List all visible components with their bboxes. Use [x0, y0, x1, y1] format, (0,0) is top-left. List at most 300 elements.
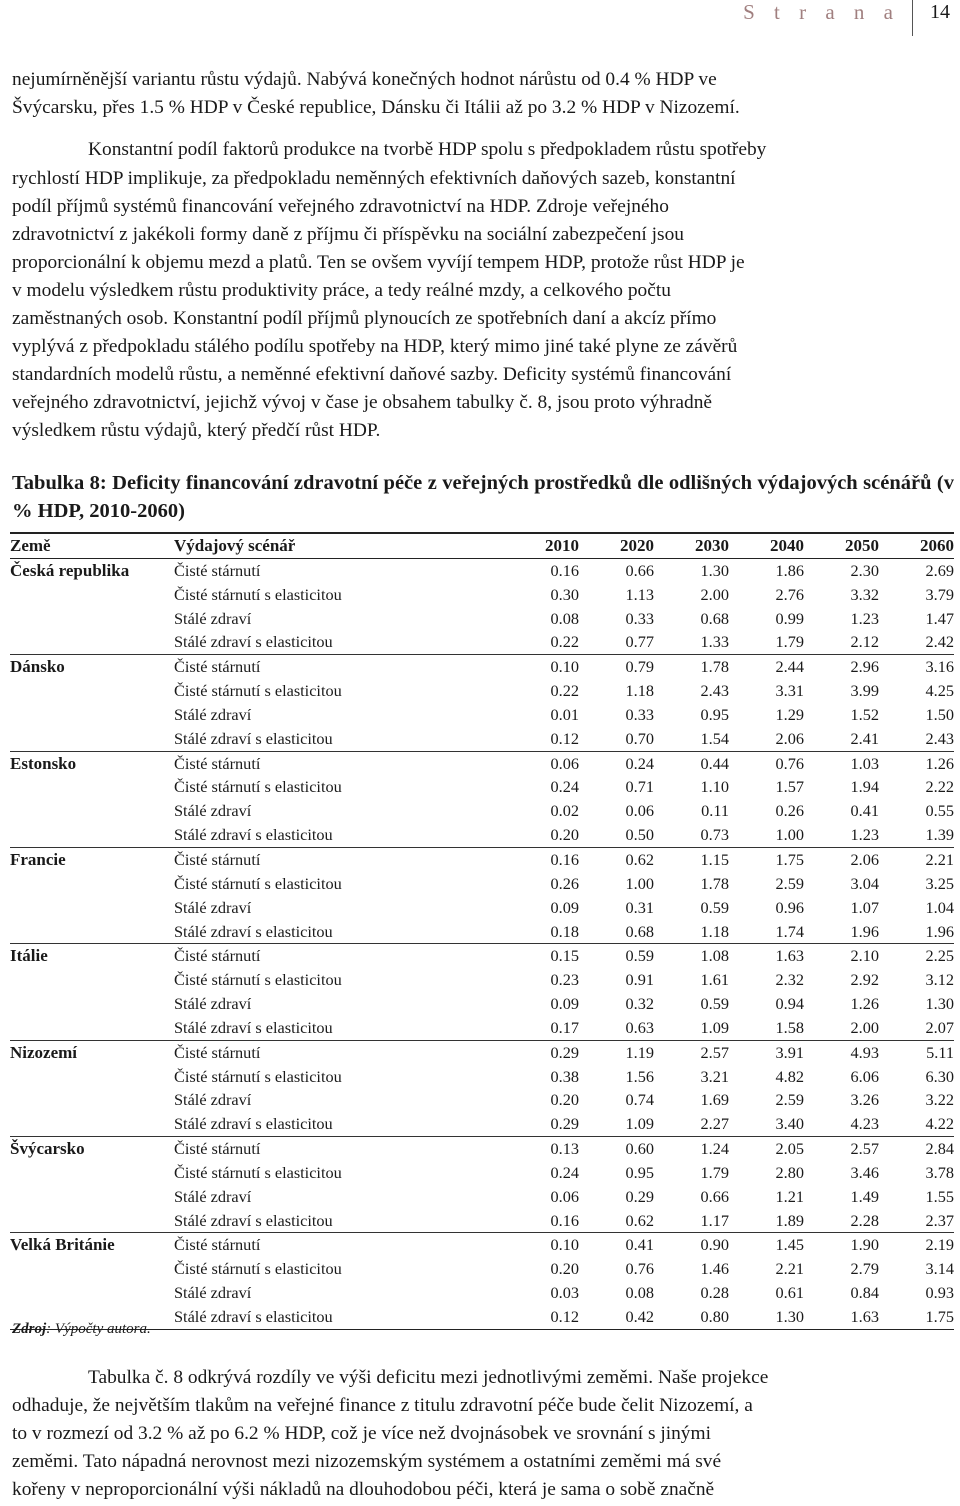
value-cell: 2.06: [804, 847, 879, 871]
column-header: 2010: [545, 536, 579, 555]
table-row: [10, 823, 954, 847]
value-cell: 0.55: [925, 801, 954, 821]
table-row: [10, 1209, 954, 1233]
value-cell: 0.77: [625, 632, 654, 652]
country-cell: [10, 992, 174, 1016]
value-cell: 1.45: [729, 1233, 804, 1257]
value-cell: 0.17: [550, 1017, 579, 1037]
value-cell: 3.12: [925, 970, 954, 990]
value-cell: 0.08: [550, 608, 579, 628]
value-cell: 0.16: [550, 1210, 579, 1230]
value-cell: 0.71: [625, 777, 654, 797]
table-row: [10, 1016, 954, 1040]
scenario-cell: Čisté stárnutí s elasticitou: [174, 584, 342, 604]
scenario-cell: Čisté stárnutí: [174, 944, 504, 968]
scenario-cell: Stálé zdraví s elasticitou: [174, 1305, 504, 1329]
value-cell: 1.08: [654, 944, 729, 968]
value-cell: 1.29: [775, 704, 804, 724]
value-cell: 1.94: [850, 777, 879, 797]
value-cell: 0.10: [504, 1233, 579, 1257]
value-cell: 6.06: [850, 1066, 879, 1086]
value-cell: 2.06: [775, 728, 804, 748]
value-cell: 1.13: [625, 584, 654, 604]
value-cell: 0.24: [550, 777, 579, 797]
table-row: [10, 847, 954, 871]
value-cell: 2.57: [804, 1137, 879, 1161]
scenario-cell: Čisté stárnutí: [174, 751, 504, 775]
value-cell: 0.68: [700, 608, 729, 628]
value-cell: 0.68: [625, 921, 654, 941]
value-cell: 0.99: [775, 608, 804, 628]
value-cell: 1.17: [700, 1210, 729, 1230]
value-cell: 0.30: [550, 584, 579, 604]
value-cell: 0.06: [625, 801, 654, 821]
value-cell: 0.29: [550, 1114, 579, 1134]
value-cell: 0.16: [504, 847, 579, 871]
text-line: Tabulka č. 8 odkrývá rozdíly ve výši deficitu mezi jednotlivými zeměmi. Naše projekce: [88, 1367, 769, 1388]
value-cell: 0.33: [625, 608, 654, 628]
country-cell: [10, 1161, 174, 1185]
value-cell: 4.93: [804, 1040, 879, 1064]
value-cell: 1.52: [850, 704, 879, 724]
country-cell: [10, 703, 174, 727]
column-header: Země: [10, 536, 51, 555]
value-cell: 0.60: [579, 1137, 654, 1161]
country-cell: Švýcarsko: [10, 1137, 174, 1161]
value-cell: 0.09: [550, 994, 579, 1014]
value-cell: 1.90: [804, 1233, 879, 1257]
country-cell: [10, 1185, 174, 1209]
scenario-cell: Čisté stárnutí s elasticitou: [174, 970, 342, 990]
country-cell: [10, 1088, 174, 1112]
value-cell: 0.24: [579, 751, 654, 775]
column-header: 2040: [770, 536, 804, 555]
text-line: Švýcarsku, přes 1.5 % HDP v České republice, Dánsku či Itálii až po 3.2 % HDP v Nizozemí.: [12, 97, 740, 118]
value-cell: 1.96: [925, 921, 954, 941]
value-cell: 0.59: [700, 897, 729, 917]
value-cell: 1.23: [850, 608, 879, 628]
table-source: [12, 1321, 151, 1338]
value-cell: 1.47: [925, 608, 954, 628]
value-cell: 2.10: [804, 944, 879, 968]
scenario-cell: Stálé zdraví: [174, 801, 252, 821]
value-cell: 2.30: [850, 560, 879, 580]
column-header: Výdajový scénář: [174, 536, 296, 555]
value-cell: 3.26: [850, 1090, 879, 1110]
value-cell: 1.21: [775, 1186, 804, 1206]
table-row: [10, 1137, 954, 1161]
value-cell: 1.30: [729, 1305, 804, 1329]
table-row: [10, 1161, 954, 1185]
table-row: [10, 944, 954, 968]
value-cell: 0.95: [700, 704, 729, 724]
table-row: [10, 727, 954, 751]
table-row: [10, 558, 954, 582]
value-cell: 3.79: [925, 584, 954, 604]
value-cell: 4.82: [775, 1066, 804, 1086]
value-cell: 0.42: [579, 1305, 654, 1329]
scenario-cell: Čisté stárnutí s elasticitou: [174, 1066, 342, 1086]
table-body: [10, 558, 954, 1329]
table-row: [10, 1281, 954, 1305]
scenario-cell: Stálé zdraví: [174, 1283, 252, 1303]
value-cell: 0.59: [579, 944, 654, 968]
scenario-cell: Čisté stárnutí s elasticitou: [174, 681, 342, 701]
value-cell: 0.76: [729, 751, 804, 775]
value-cell: 0.91: [625, 970, 654, 990]
value-cell: 0.11: [701, 801, 729, 821]
value-cell: 0.32: [625, 994, 654, 1014]
source-label: Zdroj: [12, 1321, 47, 1337]
country-cell: [10, 727, 174, 751]
country-cell: [10, 823, 174, 847]
value-cell: 1.33: [700, 632, 729, 652]
value-cell: 1.39: [925, 825, 954, 845]
value-cell: 0.18: [550, 921, 579, 941]
value-cell: 0.93: [925, 1283, 954, 1303]
value-cell: 1.00: [775, 825, 804, 845]
value-cell: 1.58: [775, 1017, 804, 1037]
scenario-cell: Stálé zdraví: [174, 994, 252, 1014]
value-cell: 1.09: [625, 1114, 654, 1134]
value-cell: 4.22: [925, 1114, 954, 1134]
value-cell: 0.96: [775, 897, 804, 917]
value-cell: 1.75: [729, 847, 804, 871]
value-cell: 0.73: [700, 825, 729, 845]
value-cell: 2.43: [925, 728, 954, 748]
country-cell: [10, 583, 174, 607]
scenario-cell: Stálé zdraví s elasticitou: [174, 728, 333, 748]
scenario-cell: Stálé zdraví s elasticitou: [174, 1114, 333, 1134]
value-cell: 1.96: [850, 921, 879, 941]
value-cell: 1.19: [579, 1040, 654, 1064]
country-cell: Estonsko: [10, 751, 174, 775]
value-cell: 1.79: [775, 632, 804, 652]
running-title: S t r a n a: [743, 0, 900, 24]
text-line: v modelu výsledkem růstu produktivity práce, a tedy reálné mzdy, a celkového počtu: [12, 280, 671, 301]
value-cell: 0.80: [654, 1305, 729, 1329]
value-cell: 5.11: [879, 1040, 954, 1064]
column-header: 2020: [620, 536, 654, 555]
column-header: 2030: [695, 536, 729, 555]
value-cell: 1.78: [700, 873, 729, 893]
value-cell: 1.23: [850, 825, 879, 845]
text-line: veřejného zdravotnictví, jejichž vývoj v čase je obsahem tabulky č. 8, jsou proto výhradně: [12, 392, 713, 413]
value-cell: 1.61: [700, 970, 729, 990]
table-row: [10, 775, 954, 799]
value-cell: 2.07: [925, 1017, 954, 1037]
table-row: [10, 630, 954, 654]
value-cell: 2.00: [700, 584, 729, 604]
value-cell: 0.66: [700, 1186, 729, 1206]
scenario-cell: Stálé zdraví s elasticitou: [174, 632, 333, 652]
value-cell: 0.70: [625, 728, 654, 748]
value-cell: 0.61: [775, 1283, 804, 1303]
text-line: nejumírněnější variantu růstu výdajů. Nabývá konečných hodnot nárůstu od 0.4 % HDP ve: [12, 69, 717, 90]
table-row: [10, 655, 954, 679]
value-cell: 1.18: [700, 921, 729, 941]
value-cell: 2.41: [850, 728, 879, 748]
value-cell: 0.26: [775, 801, 804, 821]
text-line: standardních modelů růstu, a neměnné efektivní daňové sazby. Deficity systémů financování: [12, 364, 732, 385]
table-row: [10, 872, 954, 896]
value-cell: 0.20: [550, 1090, 579, 1110]
value-cell: 0.38: [550, 1066, 579, 1086]
value-cell: 1.00: [625, 873, 654, 893]
value-cell: 2.21: [879, 847, 954, 871]
table-row: [10, 1088, 954, 1112]
value-cell: 1.26: [879, 751, 954, 775]
table-row: [10, 992, 954, 1016]
value-cell: 0.20: [550, 825, 579, 845]
value-cell: 0.06: [504, 751, 579, 775]
value-cell: 0.24: [550, 1162, 579, 1182]
value-cell: 2.84: [879, 1137, 954, 1161]
table-row: [10, 583, 954, 607]
value-cell: 0.08: [625, 1283, 654, 1303]
value-cell: 2.37: [925, 1210, 954, 1230]
value-cell: 3.21: [700, 1066, 729, 1086]
value-cell: 1.30: [925, 994, 954, 1014]
value-cell: 1.63: [729, 944, 804, 968]
value-cell: 0.41: [579, 1233, 654, 1257]
value-cell: 1.15: [654, 847, 729, 871]
text-line: kořeny v neproporcionální výši nákladů na dlouhodobou péči, která je sama o sobě značně: [12, 1479, 715, 1500]
value-cell: 3.25: [925, 873, 954, 893]
value-cell: 2.44: [729, 655, 804, 679]
page-number: 14: [930, 1, 950, 23]
scenario-cell: Stálé zdraví: [174, 1186, 252, 1206]
country-cell: [10, 1112, 174, 1136]
value-cell: 1.09: [700, 1017, 729, 1037]
scenario-cell: Stálé zdraví: [174, 608, 252, 628]
country-cell: [10, 799, 174, 823]
country-cell: Dánsko: [10, 655, 174, 679]
value-cell: 2.05: [729, 1137, 804, 1161]
country-cell: Velká Británie: [10, 1233, 174, 1257]
value-cell: 0.26: [550, 873, 579, 893]
value-cell: 0.01: [550, 704, 579, 724]
value-cell: 0.90: [654, 1233, 729, 1257]
text-line: výsledkem růstu výdajů, který předčí růst HDP.: [12, 420, 381, 441]
text-line: zeměmi. Tato nápadná nerovnost mezi nizozemským systémem a ostatními zeměmi má své: [12, 1451, 722, 1472]
country-cell: [10, 920, 174, 944]
value-cell: 1.56: [625, 1066, 654, 1086]
value-cell: 1.55: [925, 1186, 954, 1206]
value-cell: 3.31: [775, 681, 804, 701]
value-cell: 0.16: [550, 560, 579, 580]
value-cell: 1.50: [925, 704, 954, 724]
value-cell: 0.10: [504, 655, 579, 679]
value-cell: 1.18: [625, 681, 654, 701]
country-cell: [10, 679, 174, 703]
text-line: to v rozmezí od 3.2 % až po 6.2 % HDP, což je více než dvojnásobek ve srovnání s jinými: [12, 1423, 711, 1444]
value-cell: 2.19: [879, 1233, 954, 1257]
value-cell: 2.28: [850, 1210, 879, 1230]
value-cell: 3.40: [775, 1114, 804, 1134]
value-cell: 2.79: [850, 1259, 879, 1279]
value-cell: 2.27: [700, 1114, 729, 1134]
value-cell: 1.04: [925, 897, 954, 917]
country-cell: Francie: [10, 847, 174, 871]
table-row: [10, 607, 954, 631]
value-cell: 0.74: [625, 1090, 654, 1110]
text-line: proporcionální k objemu mezd a platů. Ten se ovšem vyvíjí tempem HDP, protože růst HDP je: [12, 252, 745, 273]
value-cell: 3.99: [850, 681, 879, 701]
value-cell: 0.44: [654, 751, 729, 775]
table-row: [10, 1065, 954, 1089]
value-cell: 1.75: [879, 1305, 954, 1329]
scenario-cell: Stálé zdraví s elasticitou: [174, 1210, 333, 1230]
value-cell: 0.84: [850, 1283, 879, 1303]
value-cell: 2.96: [804, 655, 879, 679]
scenario-cell: Stálé zdraví: [174, 704, 252, 724]
value-cell: 4.23: [850, 1114, 879, 1134]
value-cell: 3.32: [850, 584, 879, 604]
country-cell: [10, 1281, 174, 1305]
country-cell: [10, 1257, 174, 1281]
value-cell: 0.29: [504, 1040, 579, 1064]
scenario-cell: Čisté stárnutí s elasticitou: [174, 777, 342, 797]
scenario-cell: Čisté stárnutí s elasticitou: [174, 1259, 342, 1279]
table-row: [10, 1257, 954, 1281]
text-line: vyplývá z předpokladu stálého podílu spotřeby na HDP, který mimo jiné také plyne ze závěrů: [12, 336, 738, 357]
value-cell: 2.43: [700, 681, 729, 701]
value-cell: 2.22: [925, 777, 954, 797]
value-cell: 0.20: [550, 1259, 579, 1279]
header-divider: [912, 0, 913, 36]
scenario-cell: Stálé zdraví s elasticitou: [174, 1017, 333, 1037]
scenario-cell: Čisté stárnutí: [174, 655, 504, 679]
text-line: Konstantní podíl faktorů produkce na tvorbě HDP spolu s předpokladem růstu spotřeby: [88, 139, 767, 160]
table-caption: Tabulka 8: Deficity financování zdravotní péče z veřejných prostředků dle odlišných výdajových scénářů (v % HDP, 2010-2060): [12, 472, 954, 522]
value-cell: 0.06: [550, 1186, 579, 1206]
scenario-cell: Čisté stárnutí s elasticitou: [174, 873, 342, 893]
text-line: zaměstnaných osob. Konstantní podíl příjmů plynoucích ze spotřebních daní a akcíz přímo: [12, 308, 717, 329]
value-cell: 0.13: [504, 1137, 579, 1161]
text-line: podíl příjmů systémů financování veřejného zdravotnictví na HDP. Zdroje veřejného: [12, 196, 669, 217]
page-header: [0, 0, 960, 40]
value-cell: 1.30: [700, 560, 729, 580]
scenario-cell: Čisté stárnutí: [174, 1233, 504, 1257]
table-row: [10, 703, 954, 727]
value-cell: 0.02: [550, 801, 579, 821]
value-cell: 0.12: [550, 728, 579, 748]
value-cell: 0.22: [550, 681, 579, 701]
value-cell: 3.46: [850, 1162, 879, 1182]
value-cell: 0.62: [625, 1210, 654, 1230]
scenario-cell: Čisté stárnutí: [174, 1040, 504, 1064]
value-cell: 2.59: [775, 1090, 804, 1110]
value-cell: 0.12: [504, 1305, 579, 1329]
value-cell: 3.16: [879, 655, 954, 679]
value-cell: 1.69: [700, 1090, 729, 1110]
value-cell: 1.78: [654, 655, 729, 679]
table-row: [10, 920, 954, 944]
table-row: [10, 968, 954, 992]
country-cell: [10, 872, 174, 896]
country-cell: Česká republika: [10, 560, 130, 580]
scenario-cell: Čisté stárnutí: [174, 847, 504, 871]
value-cell: 2.32: [775, 970, 804, 990]
value-cell: 0.76: [625, 1259, 654, 1279]
deficit-table: [10, 532, 954, 1330]
value-cell: 0.62: [579, 847, 654, 871]
scenario-cell: Stálé zdraví s elasticitou: [174, 921, 333, 941]
value-cell: 0.33: [625, 704, 654, 724]
table-row: [10, 1233, 954, 1257]
scenario-cell: Stálé zdraví: [174, 897, 252, 917]
value-cell: 1.86: [775, 560, 804, 580]
table-row: [10, 679, 954, 703]
value-cell: 0.59: [700, 994, 729, 1014]
value-cell: 1.57: [775, 777, 804, 797]
value-cell: 2.42: [925, 632, 954, 652]
value-cell: 2.76: [775, 584, 804, 604]
scenario-cell: Stálé zdraví: [174, 1090, 252, 1110]
value-cell: 0.79: [579, 655, 654, 679]
value-cell: 6.30: [925, 1066, 954, 1086]
value-cell: 1.63: [804, 1305, 879, 1329]
scenario-cell: Čisté stárnutí: [174, 560, 261, 580]
value-cell: 2.00: [850, 1017, 879, 1037]
country-cell: [10, 1016, 174, 1040]
value-cell: 0.15: [504, 944, 579, 968]
country-cell: [10, 968, 174, 992]
country-cell: [10, 630, 174, 654]
value-cell: 2.25: [879, 944, 954, 968]
table-row: [10, 896, 954, 920]
value-cell: 0.94: [775, 994, 804, 1014]
value-cell: 2.12: [850, 632, 879, 652]
value-cell: 1.49: [850, 1186, 879, 1206]
value-cell: 1.54: [700, 728, 729, 748]
value-cell: 3.22: [925, 1090, 954, 1110]
table-row: [10, 1040, 954, 1064]
country-cell: [10, 607, 174, 631]
value-cell: 0.29: [625, 1186, 654, 1206]
country-cell: Nizozemí: [10, 1040, 174, 1064]
country-cell: Itálie: [10, 944, 174, 968]
value-cell: 2.59: [775, 873, 804, 893]
value-cell: 1.46: [700, 1259, 729, 1279]
value-cell: 3.04: [850, 873, 879, 893]
value-cell: 0.03: [550, 1283, 579, 1303]
value-cell: 1.26: [850, 994, 879, 1014]
table-row: [10, 1112, 954, 1136]
value-cell: 1.24: [654, 1137, 729, 1161]
value-cell: 1.89: [775, 1210, 804, 1230]
scenario-cell: Čisté stárnutí s elasticitou: [174, 1162, 342, 1182]
value-cell: 0.66: [625, 560, 654, 580]
value-cell: 2.69: [925, 560, 954, 580]
value-cell: 0.09: [550, 897, 579, 917]
value-cell: 2.92: [850, 970, 879, 990]
value-cell: 0.22: [550, 632, 579, 652]
column-header: 2060: [920, 536, 954, 555]
country-cell: [10, 1065, 174, 1089]
value-cell: 2.80: [775, 1162, 804, 1182]
scenario-cell: Čisté stárnutí: [174, 1137, 504, 1161]
value-cell: 1.03: [804, 751, 879, 775]
value-cell: 0.31: [625, 897, 654, 917]
value-cell: 0.41: [850, 801, 879, 821]
value-cell: 2.21: [775, 1259, 804, 1279]
value-cell: 1.79: [700, 1162, 729, 1182]
table-row: [10, 1305, 954, 1329]
value-cell: 3.14: [925, 1259, 954, 1279]
value-cell: 1.07: [850, 897, 879, 917]
